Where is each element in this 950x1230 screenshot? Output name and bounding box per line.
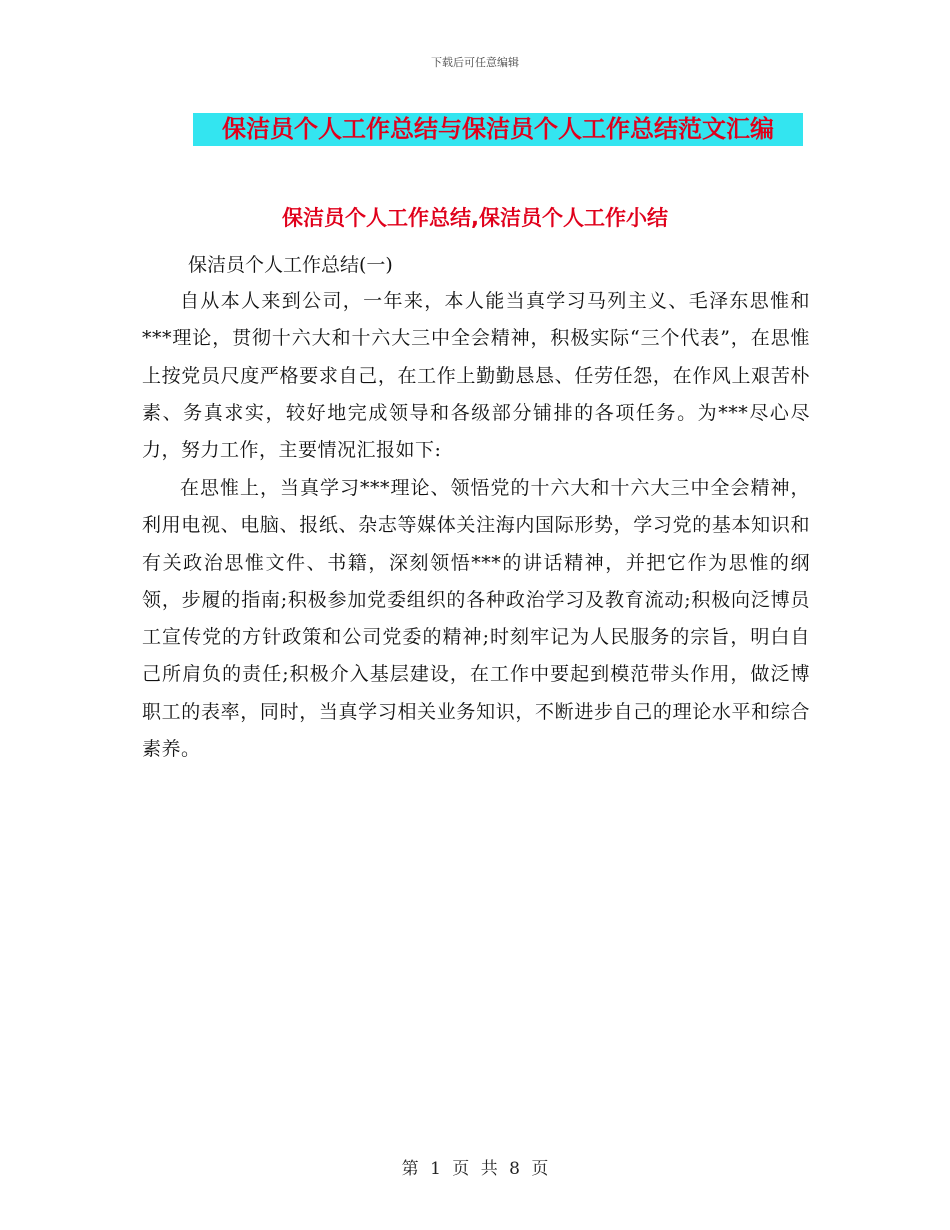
- body-paragraph-2: 在思惟上，当真学习***理论、领悟党的十六大和十六大三中全会精神，利用电视、电脑、报纸、杂志等媒体关注海内国际形势，学习党的基本知识和有关政治思惟文件、书籍，深刻领悟***的讲话精神，并把它作为思惟的纲领，步履的指南;积极参加党委组织的各种政治学习及教育流动;积极向泛博员工宣传党的方针政策和公司党委的精神;时刻牢记为人民服务的宗旨，明白自己所肩负的责任;积极介入基层建设，在工作中要起到模范带头作用，做泛博职工的表率，同时，当真学习相关业务知识，不断进步自己的理论水平和综合素养。: [142, 477, 810, 761]
- section-heading: 保洁员个人工作总结(一): [188, 254, 393, 276]
- body-paragraph-1: 自从本人来到公司，一年来，本人能当真学习马列主义、毛泽东思惟和***理论，贯彻十六大和十六大三中全会精神，积极实际“三个代表”，在思惟上按党员尺度严格要求自己，在工作上勤勤恳恳、任劳任怨，在作风上艰苦朴素、务真求实，较好地完成领导和各级部分铺排的各项任务。为***尽心尽力，努力工作，主要情况汇报如下:: [142, 290, 810, 462]
- document-sub-title: 保洁员个人工作总结,保洁员个人工作小结: [282, 206, 668, 230]
- page-header-note: 下载后可任意编辑: [431, 56, 519, 69]
- document-main-title: 保洁员个人工作总结与保洁员个人工作总结范文汇编: [193, 113, 803, 146]
- page-footer-page-number: 第 1 页 共 8 页: [401, 1159, 549, 1179]
